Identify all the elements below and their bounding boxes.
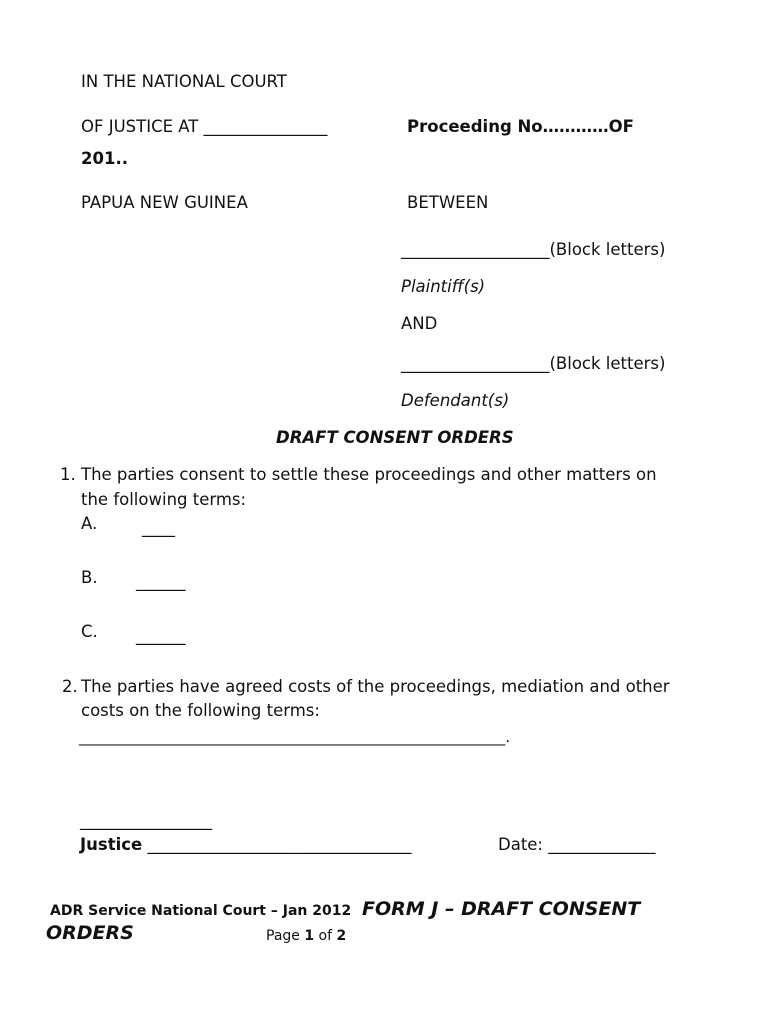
document-title: DRAFT CONSENT ORDERS — [276, 428, 514, 447]
justice-row — [80, 835, 411, 855]
term-c-letter: C. — [81, 622, 98, 641]
term-c-blank: ______ — [136, 626, 186, 645]
date-row — [498, 835, 656, 855]
date-blank: _____________ — [543, 835, 656, 854]
country-line: PAPUA NEW GUINEA — [81, 193, 248, 212]
page-total: 2 — [336, 928, 347, 944]
order-1-line-2: the following terms: — [81, 490, 247, 509]
order-1-line-1: The parties consent to settle these proceedings and other matters on — [81, 465, 657, 484]
order-2-number: 2. — [62, 677, 78, 696]
plaintiff-blank: __________________(Block letters) — [401, 240, 666, 259]
date-label: Date: — [498, 835, 543, 854]
proceeding-year: 201.. — [81, 149, 128, 168]
page-of: of — [314, 928, 337, 944]
court-line-1: IN THE NATIONAL COURT — [81, 72, 287, 91]
proceeding-number: Proceeding No…………OF — [407, 117, 634, 136]
order-2-line-2: costs on the following terms: — [81, 701, 320, 720]
between-label: BETWEEN — [407, 193, 489, 212]
page-word: Page — [266, 928, 305, 944]
footer-form-title-continued: ORDERS — [46, 922, 134, 944]
page-number — [266, 928, 346, 945]
defendant-blank: __________________(Block letters) — [401, 354, 666, 373]
page-current: 1 — [304, 928, 315, 944]
and-label: AND — [401, 314, 438, 333]
order-1-number: 1. — [60, 465, 76, 484]
justice-blank: ________________________________ — [142, 835, 412, 854]
justice-label: Justice — [80, 835, 143, 854]
order-2-line-1: The parties have agreed costs of the proceedings, mediation and other — [81, 677, 670, 696]
term-b-blank: ______ — [136, 572, 186, 591]
term-b-letter: B. — [81, 568, 98, 587]
footer-form-title: FORM J – DRAFT CONSENT — [362, 898, 641, 920]
term-a-blank: ____ — [142, 518, 175, 537]
footer-service: ADR Service National Court – Jan 2012 — [50, 903, 352, 919]
signature-line: ________________ — [80, 811, 212, 830]
plaintiff-label: Plaintiff(s) — [401, 277, 486, 296]
term-a-letter: A. — [81, 514, 98, 533]
court-line-2: OF JUSTICE AT _______________ — [81, 117, 328, 136]
defendant-label: Defendant(s) — [401, 391, 510, 410]
order-2-blank: _______________________________________________________. — [79, 728, 511, 746]
